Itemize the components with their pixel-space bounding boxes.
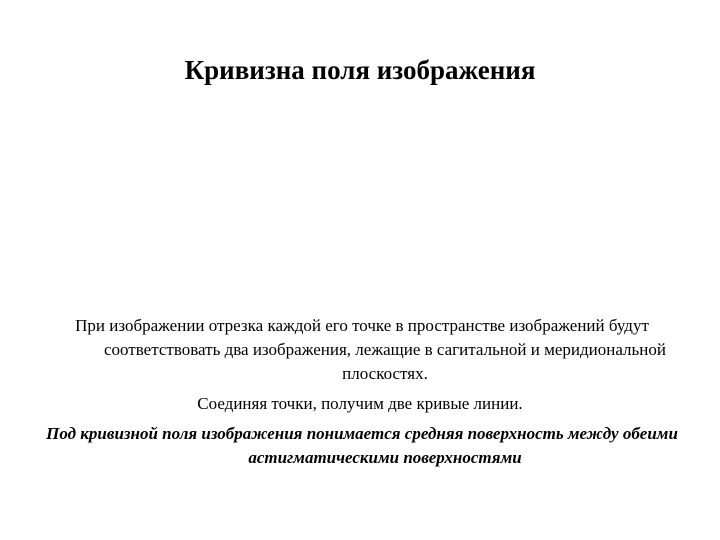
paragraph-curves: Соединяя точки, получим две кривые линии.: [197, 394, 523, 413]
paragraph-description: При изображении отрезка каждой его точке в пространстве изображений будут соответствовать два изображения, лежащие в сагитальной и меридиональной плоскостях.: [75, 316, 666, 383]
slide-title: Кривизна поля изображения: [184, 55, 536, 85]
slide-body: [40, 314, 680, 470]
paragraph-definition: Под кривизной поля изображения понимается средняя поверхность между обеими астигматическими поверхностями: [46, 424, 678, 467]
